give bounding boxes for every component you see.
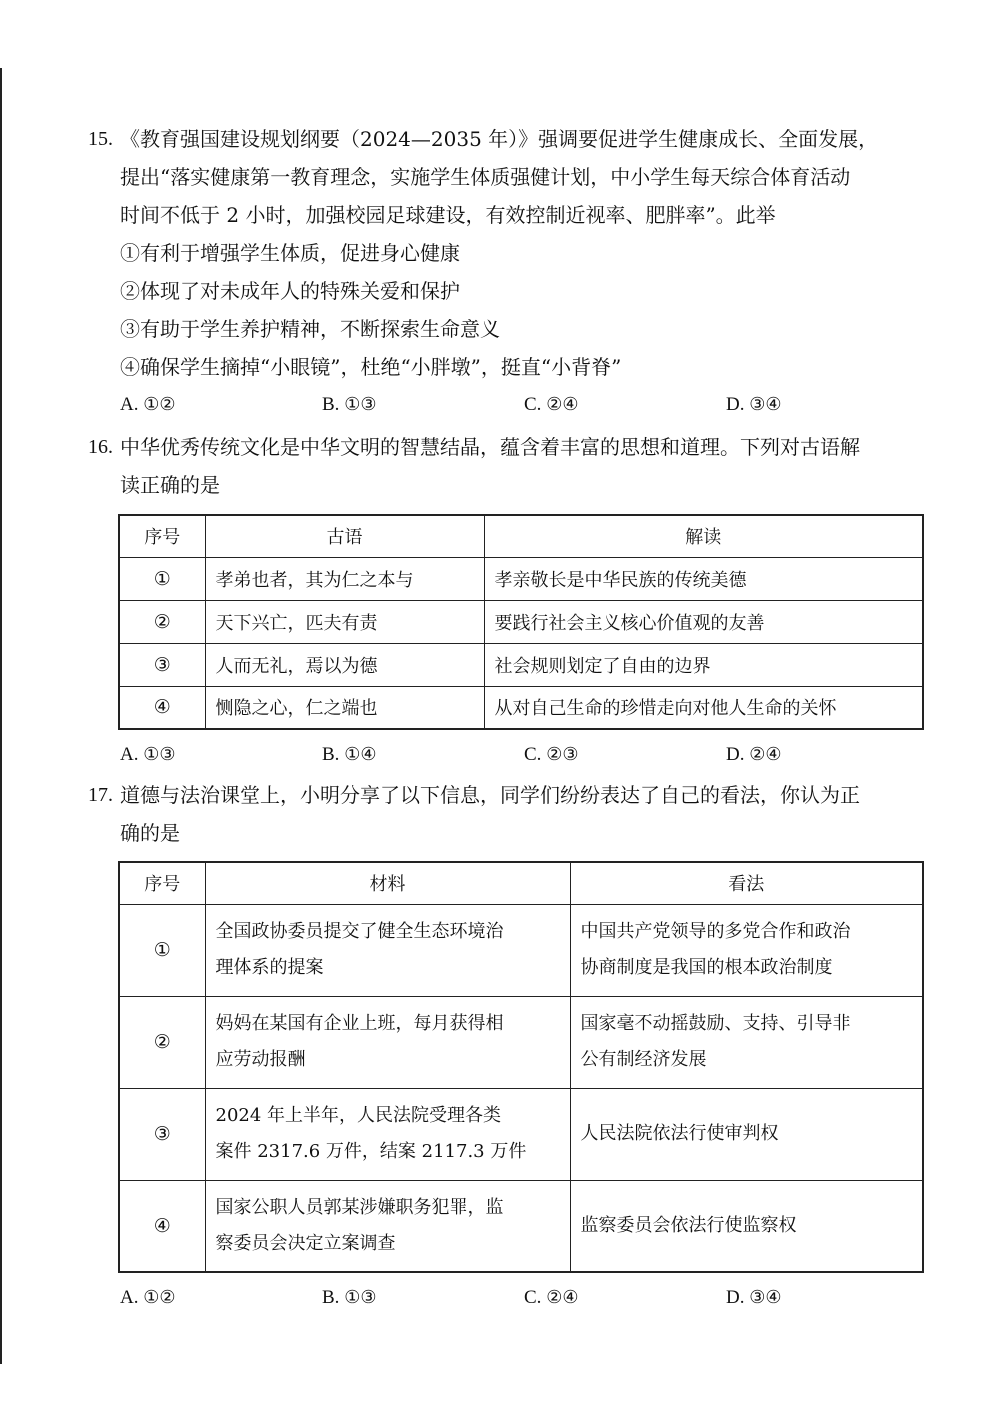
opinion-line: 中国共产党领导的多党合作和政治 — [580, 921, 851, 942]
header-interpretation: 解读 — [484, 515, 923, 557]
opinion-cell — [570, 904, 923, 996]
question-number: 17. — [88, 784, 113, 806]
material-cell — [205, 1180, 570, 1272]
table-row — [119, 686, 923, 729]
option-letter: A. — [120, 744, 139, 765]
question-stem-text: 道德与法治课堂上，小明分享了以下信息，同学们纷纷表达了自己的看法，你认为正 — [120, 783, 860, 807]
statement-3: ③有助于学生养护精神，不断探索生命意义 — [120, 317, 500, 341]
question-stem-text: 确的是 — [120, 821, 180, 845]
row-index: ② — [119, 600, 205, 643]
row-index: ③ — [119, 1088, 205, 1180]
opinion-cell — [570, 1180, 923, 1272]
option-letter: C. — [524, 744, 542, 765]
ancient-saying-cell: 恻隐之心，仁之端也 — [205, 686, 484, 729]
question-16-line-1 — [88, 428, 928, 466]
option-value: ①③ — [143, 744, 176, 765]
option-value: ②④ — [749, 744, 782, 765]
opinion-line: 协商制度是我国的根本政治制度 — [580, 957, 833, 978]
option-value: ②③ — [546, 744, 579, 765]
material-line: 全国政协委员提交了健全生态环境治 — [215, 921, 504, 942]
row-index: ③ — [119, 643, 205, 686]
row-index: ④ — [119, 1180, 205, 1272]
option-letter: B. — [322, 1287, 340, 1308]
material-cell — [205, 996, 570, 1088]
option-a[interactable] — [120, 386, 322, 424]
material-line: 察委员会决定立案调查 — [215, 1232, 396, 1254]
opinion-line: 监察委员会依法行使监察权 — [580, 1214, 797, 1236]
table-row — [119, 600, 923, 643]
header-ancient-saying: 古语 — [205, 515, 484, 557]
row-index: ② — [119, 996, 205, 1088]
interpretation-cell: 社会规则划定了自由的边界 — [484, 643, 923, 686]
ancient-saying-cell: 天下兴亡，匹夫有责 — [205, 600, 484, 643]
question-stem-text: 中华优秀传统文化是中华文明的智慧结晶，蕴含着丰富的思想和道理。下列对古语解 — [120, 435, 860, 459]
question-16-options — [88, 736, 928, 774]
question-17-options — [88, 1279, 928, 1317]
table-row — [119, 1180, 923, 1272]
option-d[interactable] — [726, 1279, 928, 1317]
opinion-cell — [570, 1088, 923, 1180]
question-number: 15. — [88, 128, 113, 150]
option-c[interactable] — [524, 1279, 726, 1317]
option-value: ②④ — [546, 394, 579, 415]
question-17 — [88, 776, 928, 852]
option-value: ①③ — [344, 1287, 377, 1308]
table-row — [119, 1088, 923, 1180]
option-value: ①④ — [344, 744, 377, 765]
question-16 — [88, 428, 928, 504]
question-15-line-1 — [88, 120, 928, 158]
option-value: ③④ — [749, 1287, 782, 1308]
statement-1: ①有利于增强学生体质，促进身心健康 — [120, 241, 460, 265]
table-header-row — [119, 515, 923, 557]
option-b[interactable] — [322, 736, 524, 774]
question-stem-text: 提出“落实健康第一教育理念，实施学生体质强健计划，中小学生每天综合体育活动 — [120, 165, 851, 189]
option-letter: B. — [322, 394, 340, 415]
header-material: 材料 — [205, 862, 570, 904]
row-index: ④ — [119, 686, 205, 729]
option-value: ③④ — [749, 394, 782, 415]
option-letter: A. — [120, 394, 139, 415]
question-stem-text: 读正确的是 — [120, 473, 220, 497]
header-opinion: 看法 — [570, 862, 923, 904]
header-index: 序号 — [119, 862, 205, 904]
statement-2: ②体现了对未成年人的特殊关爱和保护 — [120, 279, 460, 303]
answer-options — [88, 386, 928, 424]
material-line: 妈妈在某国有企业上班，每月获得相 — [215, 1013, 504, 1034]
option-letter: D. — [726, 744, 745, 765]
row-index: ① — [119, 557, 205, 600]
option-letter: B. — [322, 744, 340, 765]
ancient-saying-cell: 人而无礼，焉以为德 — [205, 643, 484, 686]
option-value: ①② — [143, 394, 176, 415]
option-c[interactable] — [524, 736, 726, 774]
table-row — [119, 996, 923, 1088]
q17-table — [118, 861, 924, 1273]
table-row — [119, 557, 923, 600]
question-stem-text: 《教育强国建设规划纲要（2024—2035 年）》强调要促进学生健康成长、全面发展， — [120, 127, 879, 151]
material-line: 理体系的提案 — [215, 957, 324, 978]
option-letter: D. — [726, 1287, 745, 1308]
option-a[interactable] — [120, 1279, 322, 1317]
table-header-row — [119, 862, 923, 904]
option-c[interactable] — [524, 386, 726, 424]
option-value: ①② — [143, 1287, 176, 1308]
option-value: ②④ — [546, 1287, 579, 1308]
material-cell — [205, 904, 570, 996]
material-line: 2024 年上半年，人民法院受理各类 — [215, 1105, 502, 1126]
question-stem-text: 时间不低于 2 小时，加强校园足球建设，有效控制近视率、肥胖率”。此举 — [120, 203, 776, 227]
option-letter: C. — [524, 1287, 542, 1308]
opinion-cell — [570, 996, 923, 1088]
opinion-line: 国家毫不动摇鼓励、支持、引导非 — [580, 1013, 851, 1034]
option-d[interactable] — [726, 386, 928, 424]
option-letter: A. — [120, 1287, 139, 1308]
ancient-saying-cell: 孝弟也者，其为仁之本与 — [205, 557, 484, 600]
material-line: 案件 2317.6 万件，结案 2117.3 万件 — [215, 1141, 527, 1162]
answer-options — [88, 736, 928, 774]
table-row — [119, 904, 923, 996]
option-value: ①③ — [344, 394, 377, 415]
interpretation-cell: 从对自己生命的珍惜走向对他人生命的关怀 — [484, 686, 923, 729]
answer-options — [88, 1279, 928, 1317]
option-letter: C. — [524, 394, 542, 415]
row-index: ① — [119, 904, 205, 996]
interpretation-cell: 要践行社会主义核心价值观的友善 — [484, 600, 923, 643]
option-b[interactable] — [322, 386, 524, 424]
material-line: 应劳动报酬 — [215, 1049, 306, 1070]
interpretation-cell: 孝亲敬长是中华民族的传统美德 — [484, 557, 923, 600]
header-index: 序号 — [119, 515, 205, 557]
question-17-line-1 — [88, 776, 928, 814]
page-left-rule — [0, 68, 2, 1364]
option-letter: D. — [726, 394, 745, 415]
option-d[interactable] — [726, 736, 928, 774]
q16-table — [118, 514, 924, 730]
material-line: 国家公职人员郭某涉嫌职务犯罪，监 — [215, 1196, 504, 1218]
statement-4: ④确保学生摘掉“小眼镜”，杜绝“小胖墩”，挺直“小背脊” — [120, 355, 622, 379]
question-15 — [88, 120, 928, 424]
table-row — [119, 643, 923, 686]
opinion-line: 公有制经济发展 — [580, 1049, 707, 1070]
opinion-line: 人民法院依法行使审判权 — [580, 1123, 779, 1144]
option-a[interactable] — [120, 736, 322, 774]
option-b[interactable] — [322, 1279, 524, 1317]
material-cell — [205, 1088, 570, 1180]
question-number: 16. — [88, 436, 113, 458]
